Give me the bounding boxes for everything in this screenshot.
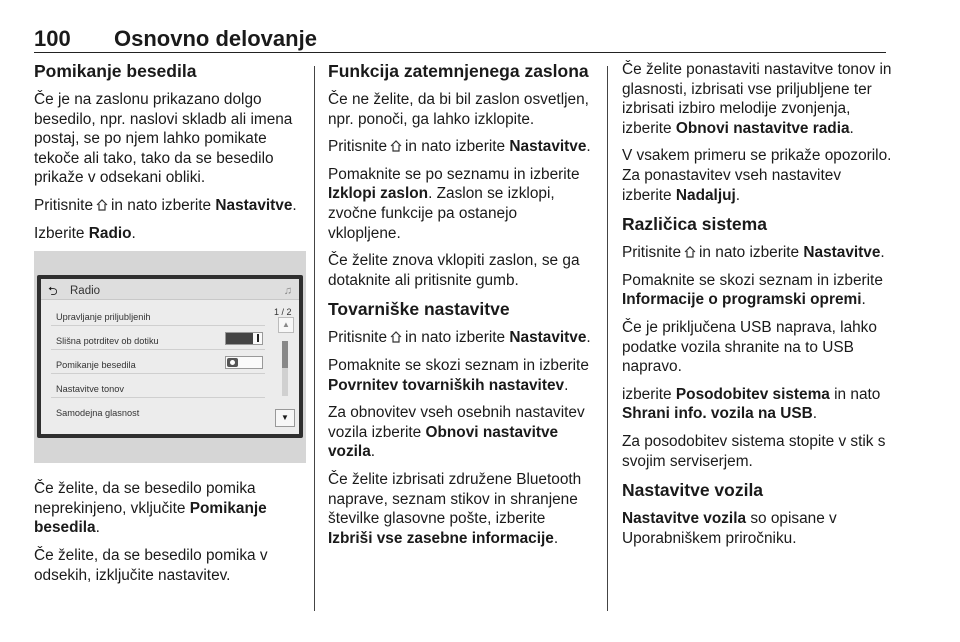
- paragraph: Če želite, da se besedilo pomika v odsekih, izključite nastavitev.: [34, 546, 268, 584]
- paragraph: Za posodobitev sistema stopite v stik s svojim serviserjem.: [622, 432, 886, 470]
- paragraph: Če želite ponastaviti nastavitve tonov in glasnosti, izbrisati vse priljubljene ter izbrisati izbiro melodije zvonjenja, izberite Obnovi nastavitve radia.: [622, 61, 892, 137]
- scroll-down-button[interactable]: ▼: [275, 409, 295, 427]
- paragraph: Pritisnite in nato izberite Nastavitve.: [328, 138, 591, 156]
- paragraph: Nastavitve vozila so opisane v Uporabniškem priročniku.: [622, 510, 837, 547]
- paragraph: Pritisnite in nato izberite Nastavitve.: [328, 329, 591, 347]
- paragraph: V vsakem primeru se prikaže opozorilo. Za ponastavitev vseh nastavitev izberite Nadaljuj.: [622, 147, 892, 204]
- column-divider-2: [607, 66, 608, 611]
- screen-title-bar: [41, 279, 299, 300]
- paragraph: Če želite znova vklopiti zaslon, se ga dotaknite ali pritisnite gumb.: [328, 252, 580, 289]
- column-divider-1: [314, 66, 315, 611]
- paragraph: Pritisnite in nato izberite Nastavitve.: [622, 244, 885, 262]
- column-1: [34, 60, 306, 593]
- paragraph: Če je na zaslonu prikazano dolgo besedilo, npr. naslovi skladb ali imena postaj, se po njem lahko pomikate tekoče ali tako, tako da se besedilo prikaže v odsekani obliki.: [34, 91, 293, 187]
- page-header: [34, 26, 886, 53]
- menu-item[interactable]: Upravljanje priljubljenih: [51, 303, 265, 326]
- toggle-off[interactable]: [225, 356, 263, 369]
- paragraph: Za obnovitev vseh osebnih nastavitev vozila izberite Obnovi nastavitve vozila.: [328, 404, 585, 461]
- menu-item[interactable]: Nastavitve tonov: [51, 375, 265, 398]
- scroll-up-button[interactable]: ▲: [278, 317, 294, 333]
- paragraph: Če želite izbrisati združene Bluetooth naprave, seznam stikov in shranjene številke glasovne pošte, izberite Izbriši vse zasebne informacije.: [328, 470, 582, 547]
- menu-item[interactable]: Pomikanje besedila: [51, 351, 265, 374]
- section-heading-system-version: Različica sistema: [622, 214, 767, 235]
- home-icon: [96, 198, 108, 211]
- menu-item[interactable]: Slišna potrditev ob dotiku: [51, 327, 265, 350]
- paragraph: Pritisnite in nato izberite Nastavitve.: [34, 196, 297, 214]
- home-icon: [390, 139, 402, 152]
- home-icon: [390, 330, 402, 343]
- screen-title: Radio: [70, 285, 101, 298]
- toggle-on[interactable]: [225, 332, 263, 345]
- paragraph: izberite Posodobitev sistema in nato Shrani info. vozila na USB.: [622, 385, 881, 423]
- section-heading-vehicle-settings: Nastavitve vozila: [622, 480, 764, 501]
- home-icon: [684, 245, 696, 258]
- section-heading-screen-off: Funkcija zatemnjenega zaslona: [328, 61, 589, 81]
- section-heading-factory-settings: Tovarniške nastavitve: [328, 299, 510, 320]
- menu-item[interactable]: Samodejna glasnost: [56, 408, 140, 419]
- page-number: 100: [34, 26, 71, 51]
- paragraph: Pomaknite se skozi seznam in izberite Informacije o programski opremi.: [622, 271, 883, 309]
- music-note-icon[interactable]: ♫: [283, 285, 292, 298]
- paragraph: Pomaknite se po seznamu in izberite Izklopi zaslon. Zaslon se izklopi, zvočne funkcije pa ostanejo vklopljene.: [328, 165, 580, 242]
- column-3: [622, 60, 892, 556]
- paragraph: Izberite Radio.: [34, 224, 136, 242]
- page-indicator: 1 / 2: [274, 307, 292, 318]
- paragraph: Pomaknite se skozi seznam in izberite Povrnitev tovarniških nastavitev.: [328, 356, 589, 394]
- column-2: [328, 60, 594, 556]
- back-arrow-icon[interactable]: ⮌: [48, 284, 58, 299]
- radio-settings-screenshot: [34, 251, 306, 463]
- page-title: Osnovno delovanje: [114, 26, 317, 51]
- paragraph: Če ne želite, da bi bil zaslon osvetljen, npr. ponoči, ga lahko izklopite.: [328, 91, 589, 128]
- paragraph: Če je priključena USB naprava, lahko podatke vozila shranite na to USB napravo.: [622, 318, 877, 376]
- section-heading-text-scroll: Pomikanje besedila: [34, 61, 197, 81]
- scrollbar-thumb[interactable]: [282, 341, 288, 368]
- display-screen: [41, 279, 299, 434]
- paragraph: Če želite, da se besedilo pomika neprekinjeno, vključite Pomikanje besedila.: [34, 480, 267, 537]
